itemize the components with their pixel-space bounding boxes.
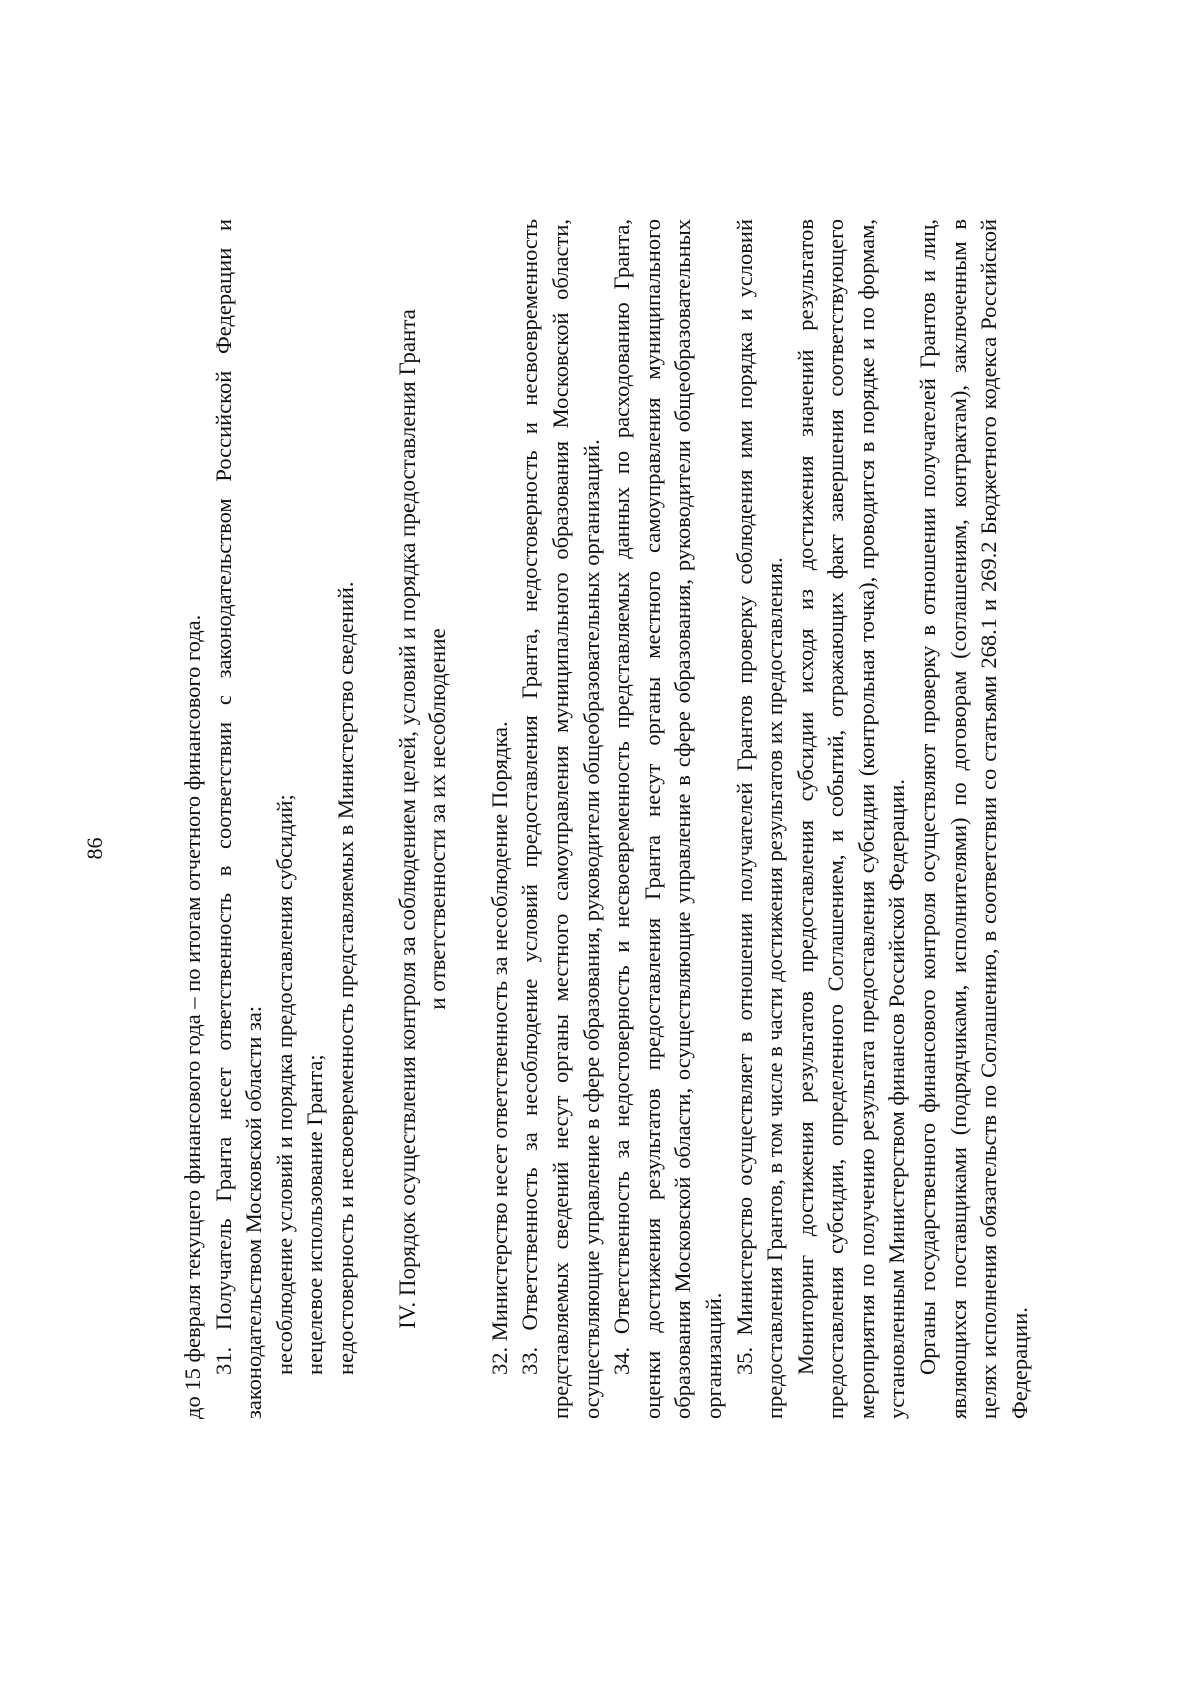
document-body [178,219,1035,1419]
section-heading-line-2: и ответственности за их несоблюдение [425,628,451,1010]
paragraph-34: 34. Ответственность за недостоверность и несвоевременность представляемых данных по расходованию Гранта, оценки достижения результатов предоставления Гранта несут органы местного самоуправления муниципального образования Московской области, осуществляющие управление в сфере образования, руководители общеобразовательных организаций. [609,219,726,1419]
list-item-noncompliance: несоблюдение условий и порядка предоставления субсидий; [271,794,297,1375]
list-item-misuse: нецелевое использование Гранта; [302,1054,328,1375]
paragraph-financial-control: Органы государственного финансового контроля осуществляют проверку в отношении получателей Грантов и лиц, являющихся поставщиками (подрядчиками, исполнителями) по договорам (соглашениям, контрактам), заключенным в целях исполнения обязательств по Соглашению, в соответствии со статьями 268.1 и 269.2 Бюджетного кодекса Российской Федерации. [915,219,1032,1419]
paragraph-35: 35. Министерство осуществляет в отношении получателей Грантов проверку соблюдения ими порядка и условий предоставления Грантов, в том числе в части достижения результатов их предоставления. [731,219,788,1419]
list-item-inaccuracy: недостоверность и несвоевременность представляемых в Министерство сведений. [332,581,358,1375]
paragraph-32: 32. Министерство несет ответственность за несоблюдение Порядка. [486,721,512,1375]
page-number: 86 [82,837,107,860]
paragraph-31: 31. Получатель Гранта несет ответственность в соответствии с законодательством Российской Федерации и законодательством Московской области за: [210,219,267,1419]
section-heading [393,219,454,1419]
section-heading-line-1: IV. Порядок осуществления контроля за соблюдением целей, условий и порядка предоставления Гранта [394,309,420,1329]
deadline-line: до 15 февраля текущего финансового года – по итогам отчетного финансового года. [180,614,205,1419]
paragraph-monitoring: Мониторинг достижения результатов предоставления субсидии исходя из достижения значений результатов предоставления субсидии, определенного Соглашением, и событий, отражающих факт завершения соответствующего мероприятия по получению результата предоставления субсидии (контрольная точка), проводится в порядке и по формам, установленным Министерством финансов Российской Федерации. [792,219,910,1419]
paragraph-33: 33. Ответственность за несоблюдение условий предоставления Гранта, недостоверность и несвоевременность представляемых сведений несут органы местного самоуправления муниципального образования Московской области, осуществляющие управление в сфере образования, руководители общеобразовательных организаций. [517,219,604,1419]
